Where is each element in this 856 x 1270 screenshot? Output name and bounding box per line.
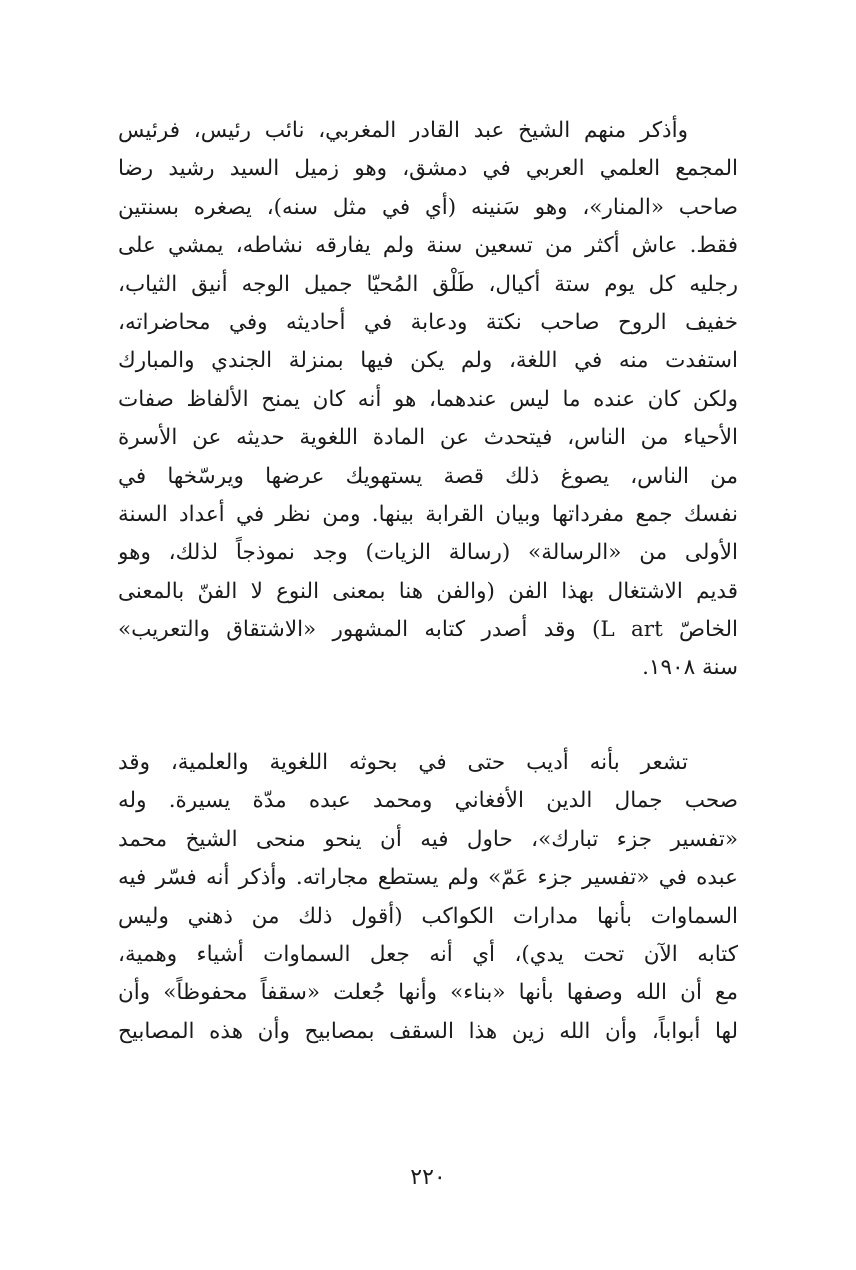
paragraph-line: سنة ١٩٠٨. <box>642 655 738 681</box>
paragraph-line: صحب جمال الدين الأفغاني ومحمد عبده مدّة يسيرة. وله <box>118 788 738 814</box>
paragraph-line: فقط. عاش أكثر من تسعين سنة ولم يفارقه نشاطه، يمشي على <box>118 233 738 259</box>
paragraph-line: خفيف الروح صاحب نكتة ودعابة في أحاديثه وفي محاضراته، <box>118 309 738 335</box>
paragraph-line: قديم الاشتغال بهذا الفن (والفن هنا بمعنى النوع لا الفنّ بالمعنى <box>118 578 738 604</box>
paragraph-line: الأحياء من الناس، فيتحدث عن المادة اللغوية حديثه عن الأسرة <box>118 425 738 451</box>
paragraph-line: الأولى من «الرسالة» (رسالة الزيات) وجد نموذجاً لذلك، وهو <box>118 540 738 566</box>
paragraph-line: «تفسير جزء تبارك»، حاول فيه أن ينحو منحى الشيخ محمد <box>118 826 738 852</box>
paragraph-line: وأذكر منهم الشيخ عبد القادر المغربي، نائب رئيس، فرئيس <box>118 118 688 143</box>
paragraph-line: كتابه الآن تحت يدي)، أي أنه جعل السماوات أشياء وهمية، <box>118 941 738 967</box>
page-number: ٢٢٠ <box>410 1165 446 1190</box>
paragraph-line: السماوات بأنها مدارات الكواكب (أقول ذلك من ذهني وليس <box>118 903 738 929</box>
paragraph-line: استفدت منه في اللغة، ولم يكن فيها بمنزلة الجندي والمبارك <box>118 348 738 374</box>
paragraph-line: صاحب «المنار»، وهو سَنينه (أي في مثل سنه)، يصغره بسنتين <box>118 194 738 220</box>
paragraph-line: ولكن كان عنده ما ليس عندهما، هو أنه كان يمنح الألفاظ صفات <box>118 386 738 412</box>
paragraph-line: لها أبواباً، وأن الله زين هذا السقف بمصابيح وأن هذه المصابيح <box>118 1018 738 1044</box>
paragraph-line: مع أن الله وصفها بأنها «بناء» وأنها جُعلت «سقفاً محفوظاً» وأن <box>118 980 738 1006</box>
paragraph-line: المجمع العلمي العربي في دمشق، وهو زميل السيد رشيد رضا <box>118 156 738 182</box>
paragraph-line: الخاصّ L art) وقد أصدر كتابه المشهور «الاشتقاق والتعريب» <box>118 617 738 643</box>
paragraph-line: تشعر بأنه أديب حتى في بحوثه اللغوية والعلمية، وقد <box>118 750 688 775</box>
paragraph-line: رجليه كل يوم ستة أكيال، طَلْق المُحيّا جميل الوجه أنيق الثياب، <box>118 271 738 297</box>
paragraph-line: نفسك جمع مفرداتها وبيان القرابة بينها. ومن نظر في أعداد السنة <box>118 501 738 527</box>
paragraph-line: عبده في «تفسير جزء عَمّ» ولم يستطع مجاراته. وأذكر أنه فسّر فيه <box>118 865 738 891</box>
paragraph-2 <box>118 744 738 1051</box>
paragraph-line: من الناس، يصوغ ذلك قصة يستهويك عرضها ويرسّخها في <box>118 463 738 489</box>
paragraph-1 <box>118 112 738 688</box>
